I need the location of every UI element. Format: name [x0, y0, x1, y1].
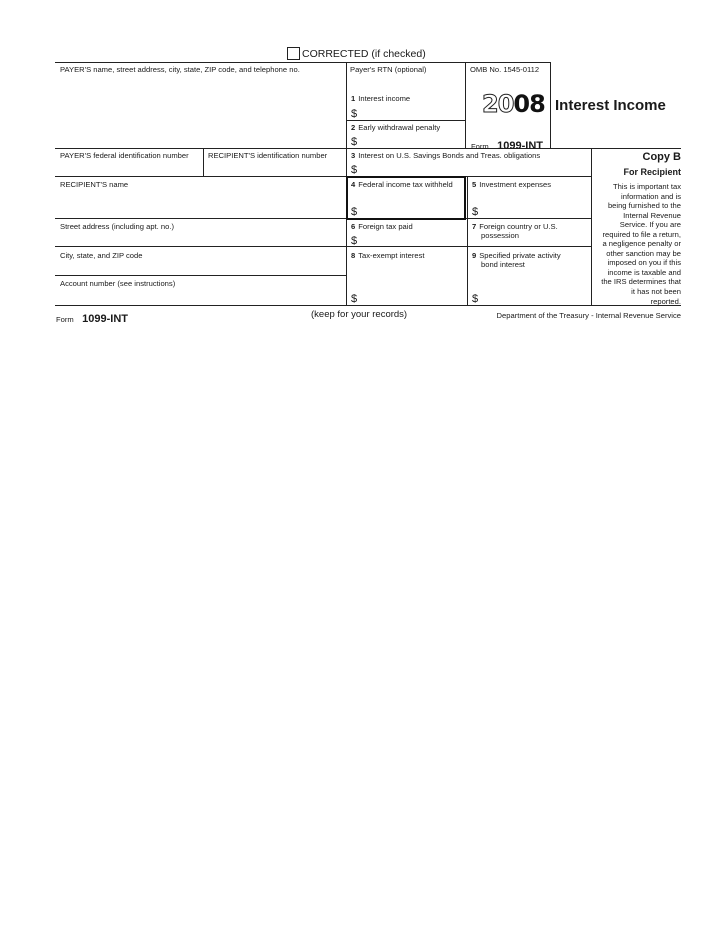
copy-title: Copy B: [642, 151, 681, 163]
box1-amount-field[interactable]: [360, 106, 464, 119]
account-number-label: Account number (see instructions): [60, 279, 176, 288]
box2-number: 2: [351, 123, 356, 132]
box5-dollar: $: [472, 206, 479, 218]
city-state-zip-label: City, state, and ZIP code: [60, 251, 143, 260]
box5-text: Investment expenses: [479, 180, 551, 189]
row-line-box2: [346, 120, 465, 121]
payer-rtn-field[interactable]: [347, 76, 464, 90]
payer-fed-id-field[interactable]: [56, 161, 202, 175]
recipient-id-label: RECIPIENT'S identification number: [208, 151, 328, 160]
tax-year-prefix: 20: [482, 90, 514, 118]
box2-text: Early withdrawal penalty: [358, 123, 441, 132]
payer-name-field[interactable]: [56, 76, 345, 147]
box1-dollar: $: [351, 108, 358, 120]
box3-label: [351, 151, 540, 160]
box6-dollar: $: [351, 235, 358, 247]
form-word: Form: [471, 142, 489, 151]
box8-dollar: $: [351, 293, 358, 305]
box8-number: 8: [351, 251, 356, 260]
box4-number: 4: [351, 180, 356, 189]
box8-amount-field[interactable]: [360, 291, 466, 304]
copy-notice-line: imposed on you if this: [607, 258, 681, 268]
box9-text-line2: bond interest: [481, 260, 525, 269]
copy-notice-line: reported.: [650, 296, 681, 306]
box1-text: Interest income: [358, 94, 411, 103]
row-line-recipient-name: [55, 176, 591, 177]
box7-label: [472, 222, 558, 240]
box3-amount-field[interactable]: [360, 162, 590, 175]
box7-number: 7: [472, 222, 477, 231]
tax-year: [482, 91, 545, 117]
box6-number: 6: [351, 222, 356, 231]
payer-name-label: PAYER'S name, street address, city, state, ZIP code, and telephone no.: [60, 65, 300, 74]
footer-form-number: 1099-INT: [82, 313, 129, 325]
col-line-omb-right: [550, 62, 551, 148]
box4-label: [351, 180, 453, 189]
box1-label: [351, 94, 410, 103]
footer-form-id: [56, 309, 128, 327]
copy-notice: [585, 182, 681, 306]
copy-notice-line: information and is: [621, 191, 681, 201]
box9-number: 9: [472, 251, 477, 260]
recipient-id-field[interactable]: [204, 161, 345, 175]
account-number-field[interactable]: [56, 289, 345, 304]
copy-notice-line: income is taxable and: [607, 267, 681, 277]
row-line-fedid: [55, 148, 681, 149]
box2-dollar: $: [351, 136, 358, 148]
box6-amount-field[interactable]: [360, 233, 466, 245]
copy-notice-line: required to file a return,: [602, 229, 681, 239]
footer-keep-note: (keep for your records): [311, 309, 408, 320]
street-address-field[interactable]: [56, 232, 345, 245]
form-title: Interest Income: [555, 97, 666, 114]
copy-notice-line: the IRS determines that: [601, 277, 681, 287]
copy-notice-line: Service. If you are: [619, 220, 681, 230]
copy-notice-line: Internal Revenue: [623, 210, 681, 220]
copy-notice-line: This is important tax: [613, 182, 681, 191]
form-top-border: [55, 62, 551, 63]
col-line-omb-left: [465, 62, 466, 148]
street-address-label: Street address (including apt. no.): [60, 222, 174, 231]
box4-text: Federal income tax withheld: [358, 180, 453, 189]
box2-amount-field[interactable]: [360, 134, 464, 147]
recipient-name-label: RECIPIENT'S name: [60, 180, 129, 189]
tax-year-suffix: 08: [513, 90, 545, 118]
footer-department: Department of the Treasury - Internal Revenue Service: [496, 311, 681, 320]
box4-amount-field[interactable]: [360, 204, 460, 216]
box8-text: Tax-exempt interest: [358, 251, 425, 260]
box5-number: 5: [472, 180, 477, 189]
payer-rtn-label: Payer's RTN (optional): [350, 65, 427, 74]
row-line-box8: [55, 246, 591, 247]
box9-label: [472, 251, 561, 269]
box6-label: [351, 222, 413, 231]
box5-label: [472, 180, 551, 189]
box7-text-line1: Foreign country or U.S.: [479, 222, 558, 231]
box7-field[interactable]: [468, 240, 590, 245]
recipient-name-field[interactable]: [56, 191, 345, 217]
row-line-box6: [55, 218, 591, 219]
box8-label: [351, 251, 425, 260]
box3-text: Interest on U.S. Savings Bonds and Treas. obligations: [358, 151, 541, 160]
box3-dollar: $: [351, 164, 358, 176]
copy-notice-line: other sanction may be: [606, 248, 681, 258]
box5-amount-field[interactable]: [481, 204, 589, 216]
box4-dollar: $: [351, 206, 358, 218]
copy-subtitle: For Recipient: [623, 167, 681, 177]
box3-number: 3: [351, 151, 356, 160]
copy-notice-line: it has not been: [631, 287, 681, 297]
box6-text: Foreign tax paid: [358, 222, 413, 231]
box9-dollar: $: [472, 293, 479, 305]
corrected-label: CORRECTED (if checked): [302, 48, 426, 60]
corrected-checkbox[interactable]: [287, 47, 300, 60]
city-state-zip-field[interactable]: [56, 261, 345, 274]
box2-label: [351, 123, 440, 132]
omb-number: OMB No. 1545-0112: [470, 65, 540, 74]
box9-amount-field[interactable]: [481, 291, 589, 304]
copy-notice-line: being furnished to the: [607, 201, 681, 211]
row-line-account: [55, 275, 346, 276]
form-number: 1099-INT: [497, 140, 544, 152]
payer-fed-id-label: PAYER'S federal identification number: [60, 151, 189, 160]
box1-number: 1: [351, 94, 356, 103]
box9-text-line1: Specified private activity: [479, 251, 561, 260]
copy-notice-line: a negligence penalty or: [602, 239, 681, 249]
box7-text-line2: possession: [481, 231, 519, 240]
footer-form-word: Form: [56, 315, 74, 324]
